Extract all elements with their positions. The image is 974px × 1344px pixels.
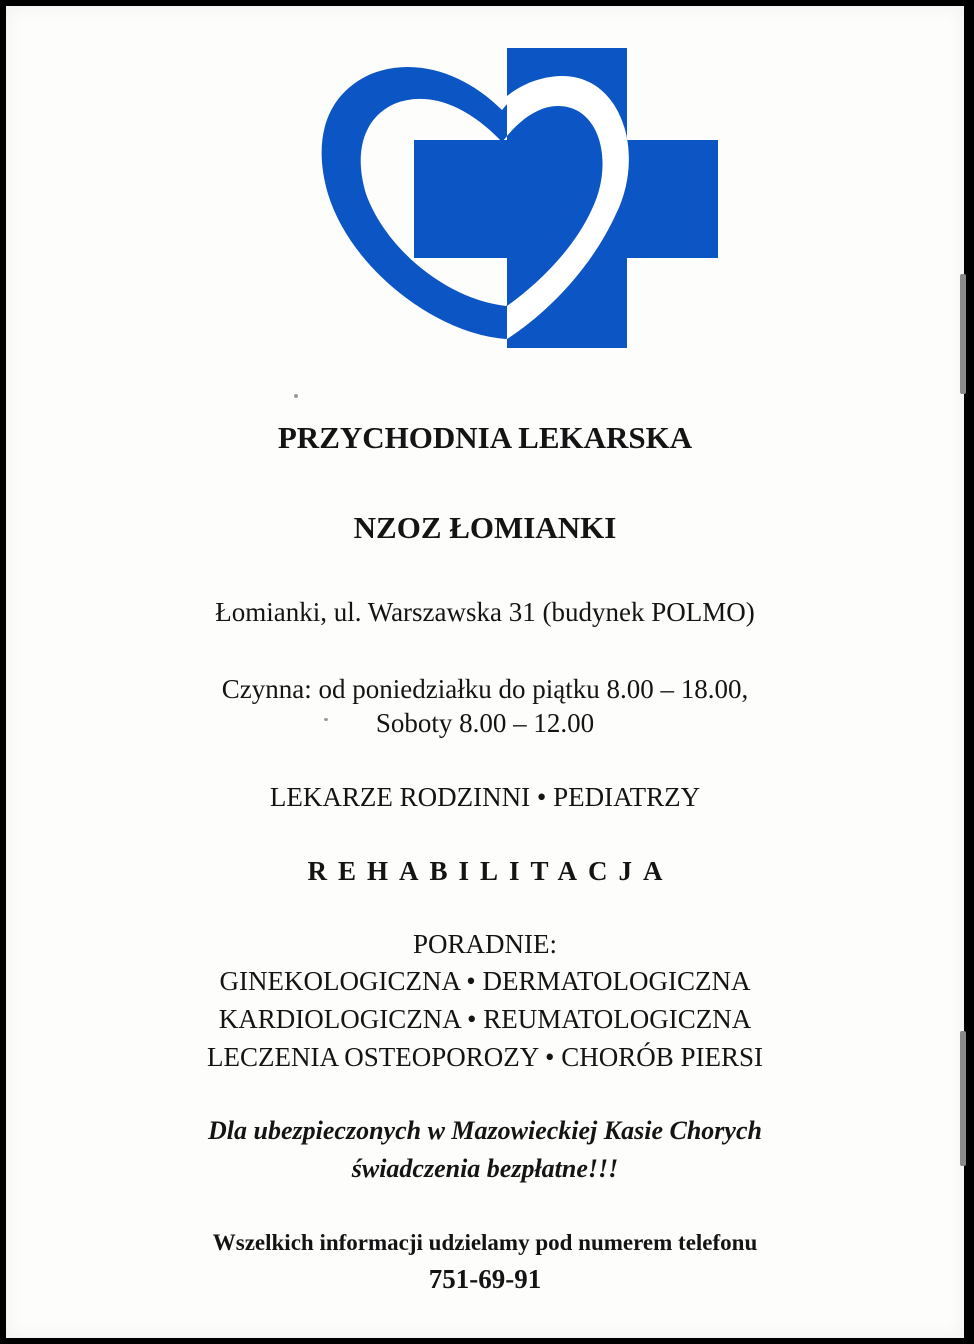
clinics-row: KARDIOLOGICZNA • REUMATOLOGICZNA [218,1004,752,1034]
clinics-row: GINEKOLOGICZNA • DERMATOLOGICZNA [219,966,751,996]
scan-edge-mark [960,274,966,394]
clinics-row: LECZENIA OSTEOPOROZY • CHORÓB PIERSI [207,1042,763,1072]
insurance-note: Dla ubezpieczonych w Mazowieckiej Kasie Chorych [208,1116,762,1145]
clinic-address: Łomianki, ul. Warszawska 31 (budynek POLMO) [215,597,755,627]
doctors-services: LEKARZE RODZINNI • PEDIATRZY [269,782,701,812]
scan-speck [324,718,328,721]
scan-speck [294,394,298,398]
clinic-name: PRZYCHODNIA LEKARSKA [277,420,693,455]
clinics-label: PORADNIE: [412,929,557,959]
contact-info: Wszelkich informacji udzielamy pod numerem telefonu [212,1230,758,1255]
phone-number: 751-69-91 [428,1264,542,1294]
insurance-note-free: świadczenia bezpłatne!!! [351,1154,619,1183]
flyer-page [6,6,964,1338]
opening-hours-weekdays: Czynna: od poniedziałku do piątku 8.00 – 18.00, [221,674,749,704]
opening-hours-saturday: Soboty 8.00 – 12.00 [375,708,595,738]
heart-cross-logo-icon [316,44,720,348]
rehabilitation-heading: REHABILITACJA [307,856,674,886]
clinic-unit: NZOZ ŁOMIANKI [353,510,617,545]
